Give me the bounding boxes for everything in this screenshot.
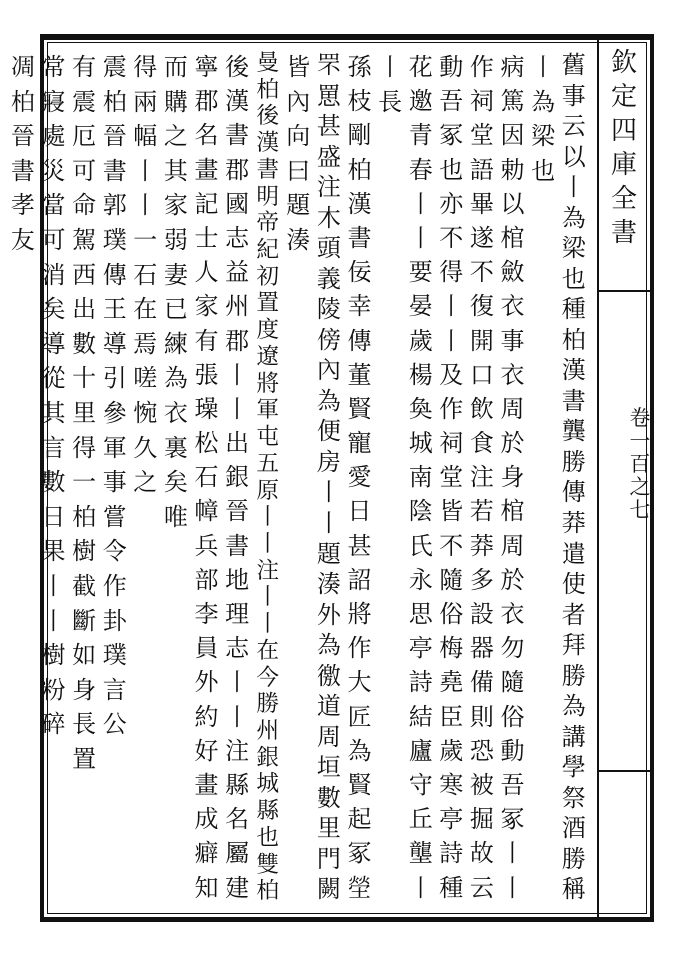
text-column: 孫 枝 剛 柏 漢 書 佞 幸 傳 董 賢 寵 愛 日 甚 詔 將 作 大 匠 為 賢 起 冢 塋	[347, 53, 372, 902]
text-column: 寧 郡 名 畫 記 士 人 家 有 張 璪 松 石 幛 兵 部 李 員 外 約 好 畫 成 癖 知	[194, 53, 219, 902]
text-column: 常 寢 處 災 當 可 消 矣 導 從 其 言 數 日 果 丨 丨 樹 粉 碎	[41, 53, 66, 739]
text-column: 震 柏 晉 書 郭 璞 傳 王 導 引 參 軍 事 嘗 令 作 卦 璞 言 公	[102, 53, 127, 739]
spine-title: 欽 定 四 庫 全 書	[610, 48, 637, 248]
text-column: 舊 事 云 以 丨 為 梁 也 種 柏 漢 書 龔 勝 傳 莽 遣 使 者 拜 勝 為 講 學 祭 酒 勝 稱	[561, 51, 586, 904]
text-column: 而 購 之 其 家 弱 妻 已 練 為 衣 裏 矣 唯	[163, 53, 188, 531]
text-column: 花 邀 青 春 丨 丨 要 晏 歲 楊 奐 城 南 陰 氏 永 思 亭 詩 結 廬 守 丘 壟 丨	[408, 53, 433, 902]
text-column: 得 兩 幅 丨 丨 一 石 在 焉 嗟 惋 久 之	[133, 53, 158, 497]
text-column: 皆 內 向 曰 題 湊	[286, 53, 311, 254]
text-column: 丨 長	[378, 53, 403, 116]
text-column: 曼 柏 後 漢 書 明 帝 紀 初 置 度 遼 將 軍 屯 五 原 丨 丨 注 丨 丨 在 今 勝 州 銀 城 縣 也 雙 柏	[256, 50, 280, 905]
spine-volume: 卷 一 百 之 七	[629, 406, 651, 522]
spine-divider-top	[597, 290, 654, 292]
text-column: 凋 柏 晉 書 孝 友	[10, 53, 35, 254]
text-column: 有 震 厄 可 命 駕 西 出 數 十 里 得 一 柏 樹 截 斷 如 身 長 置	[72, 53, 97, 773]
text-column: 動 吾 冢 也 亦 不 得 丨 丨 及 作 祠 堂 皆 不 隨 俗 梅 堯 臣 歲 寒 亭 詩 種	[439, 53, 464, 902]
text-column: 罘 罳 甚 盛 注 木 頭 義 陵 傍 內 為 便 房 丨 丨 題 湊 外 為 徼 道 周 垣 數 里 門 闕	[316, 51, 341, 904]
spine-divider-bottom	[597, 770, 654, 772]
text-column: 病 篤 因 勅 以 棺 斂 衣 事 衣 周 於 身 棺 周 於 衣 勿 隨 俗 動 吾 冢 丨 丨	[500, 53, 525, 902]
text-column: 後 漢 書 郡 國 志 益 州 郡 丨 丨 出 銀 晉 書 地 理 志 丨 丨 注 縣 名 屬 建	[225, 53, 250, 902]
text-column: 作 祠 堂 語 畢 遂 不 復 開 口 飲 食 注 若 莽 多 設 器 備 則 恐 被 掘 故 云	[469, 53, 494, 902]
text-column: 丨 為 梁 也	[531, 53, 556, 185]
